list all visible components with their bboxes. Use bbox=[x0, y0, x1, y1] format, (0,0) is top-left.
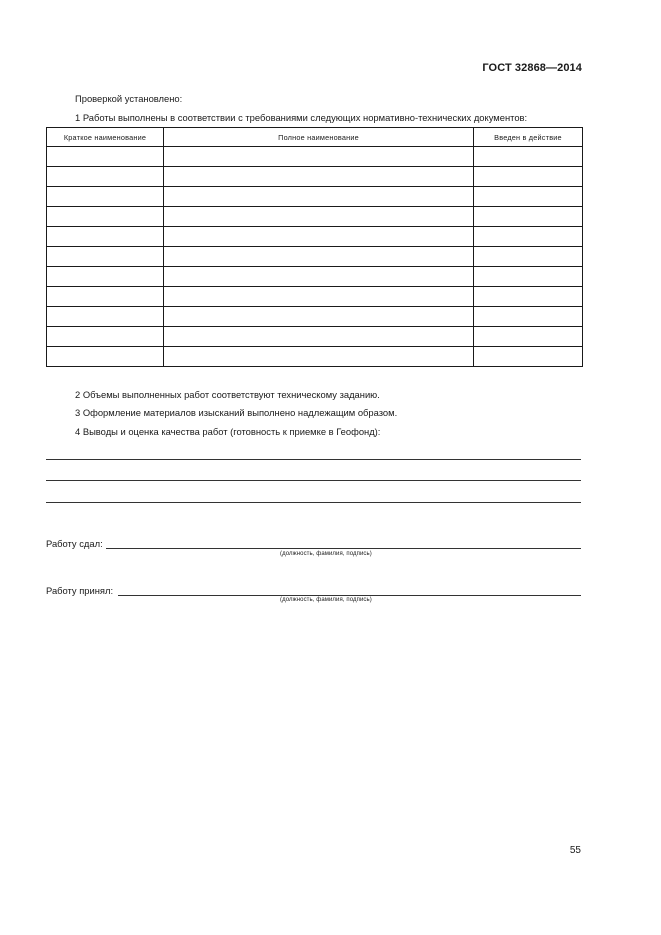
short-name-cell[interactable] bbox=[47, 287, 164, 307]
short-name-cell[interactable] bbox=[47, 267, 164, 287]
conclusion-line-1[interactable] bbox=[46, 459, 581, 460]
submitted-signature-line[interactable] bbox=[106, 548, 581, 549]
item-1-text: 1 Работы выполнены в соответствии с требованиями следующих нормативно-технических документов: bbox=[75, 112, 528, 123]
table-row bbox=[47, 347, 583, 367]
effective-date-cell[interactable] bbox=[474, 207, 583, 227]
short-name-cell[interactable] bbox=[47, 167, 164, 187]
effective-date-cell[interactable] bbox=[474, 147, 583, 167]
short-name-cell[interactable] bbox=[47, 307, 164, 327]
accepted-caption: (должность, фамилия, подпись) bbox=[280, 597, 372, 603]
effective-date-cell[interactable] bbox=[474, 327, 583, 347]
col-header-effective: Введен в действие bbox=[474, 128, 583, 147]
table-row bbox=[47, 167, 583, 187]
short-name-cell[interactable] bbox=[47, 347, 164, 367]
table-row bbox=[47, 267, 583, 287]
table-row bbox=[47, 247, 583, 267]
col-header-short-name: Краткое наименование bbox=[47, 128, 164, 147]
short-name-cell[interactable] bbox=[47, 187, 164, 207]
col-header-full-name: Полное наименование bbox=[164, 128, 474, 147]
table-row bbox=[47, 227, 583, 247]
full-name-cell[interactable] bbox=[164, 327, 474, 347]
table-row bbox=[47, 187, 583, 207]
full-name-cell[interactable] bbox=[164, 267, 474, 287]
effective-date-cell[interactable] bbox=[474, 227, 583, 247]
full-name-cell[interactable] bbox=[164, 187, 474, 207]
page-number: 55 bbox=[569, 845, 581, 856]
conclusion-line-3[interactable] bbox=[46, 502, 581, 503]
full-name-cell[interactable] bbox=[164, 227, 474, 247]
short-name-cell[interactable] bbox=[47, 327, 164, 347]
table-row bbox=[47, 147, 583, 167]
table-row bbox=[47, 207, 583, 227]
effective-date-cell[interactable] bbox=[474, 347, 583, 367]
full-name-cell[interactable] bbox=[164, 347, 474, 367]
full-name-cell[interactable] bbox=[164, 247, 474, 267]
accepted-label: Работу принял: bbox=[46, 585, 114, 596]
conclusion-line-2[interactable] bbox=[46, 480, 581, 481]
submitted-caption: (должность, фамилия, подпись) bbox=[280, 551, 372, 557]
effective-date-cell[interactable] bbox=[474, 267, 583, 287]
item-3-text: 3 Оформление материалов изысканий выполнено надлежащим образом. bbox=[75, 407, 398, 418]
submitted-label: Работу сдал: bbox=[46, 538, 103, 549]
full-name-cell[interactable] bbox=[164, 307, 474, 327]
standard-code: ГОСТ 32868—2014 bbox=[482, 62, 582, 74]
accepted-signature-line[interactable] bbox=[118, 595, 581, 596]
intro-text: Проверкой установлено: bbox=[75, 93, 183, 104]
effective-date-cell[interactable] bbox=[474, 287, 583, 307]
short-name-cell[interactable] bbox=[47, 147, 164, 167]
table-header-row bbox=[47, 128, 583, 147]
documents-table bbox=[46, 127, 583, 367]
full-name-cell[interactable] bbox=[164, 287, 474, 307]
effective-date-cell[interactable] bbox=[474, 307, 583, 327]
table-row bbox=[47, 307, 583, 327]
short-name-cell[interactable] bbox=[47, 247, 164, 267]
full-name-cell[interactable] bbox=[164, 207, 474, 227]
short-name-cell[interactable] bbox=[47, 227, 164, 247]
effective-date-cell[interactable] bbox=[474, 247, 583, 267]
table-body bbox=[47, 147, 583, 367]
item-2-text: 2 Объемы выполненных работ соответствуют техническому заданию. bbox=[75, 389, 380, 400]
effective-date-cell[interactable] bbox=[474, 167, 583, 187]
full-name-cell[interactable] bbox=[164, 167, 474, 187]
short-name-cell[interactable] bbox=[47, 207, 164, 227]
table-row bbox=[47, 327, 583, 347]
full-name-cell[interactable] bbox=[164, 147, 474, 167]
table-row bbox=[47, 287, 583, 307]
item-4-text: 4 Выводы и оценка качества работ (готовность к приемке в Геофонд): bbox=[75, 426, 381, 437]
effective-date-cell[interactable] bbox=[474, 187, 583, 207]
